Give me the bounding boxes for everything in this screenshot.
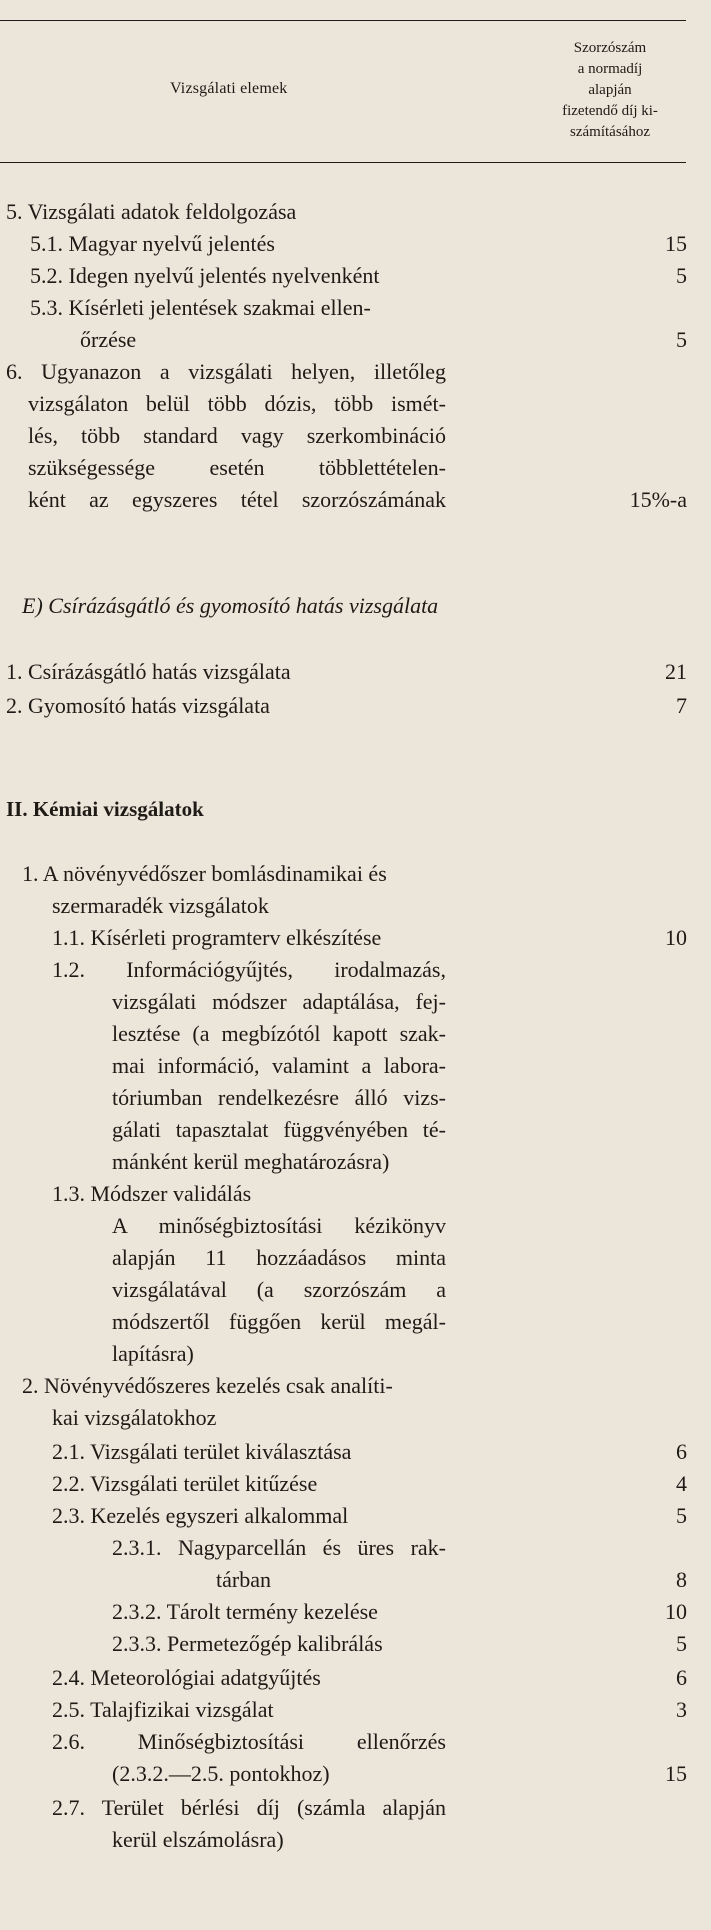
item-1-2: 1.2. Információgyűjtés, irodalmazás, [52,957,446,982]
item-6-cont: szükségessége esetén többlettételen- [28,455,446,480]
top-rule [0,20,686,21]
header-line: számításához [570,124,650,140]
value-e-2: 7 [676,693,687,718]
value-e-1: 21 [665,659,687,684]
item-1-1: 1.1. Kísérleti programterv elkészítése [52,925,382,950]
item-1-2-cont: tóriumban rendelkezésre álló vizs- [112,1085,446,1110]
value-2-3: 5 [676,1503,687,1528]
header-line: fizetendő díj ki- [562,103,658,119]
header-line: Szorzószám [573,40,647,56]
item-e-2: 2. Gyomosító hatás vizsgálata [6,693,270,718]
item-e-1: 1. Csírázásgátló hatás vizsgálata [6,659,291,684]
item-2-6-cont: (2.3.2.—2.5. pontokhoz) [112,1761,330,1786]
value-6: 15%-a [629,487,687,512]
item-1-3-cont: alapján 11 hozzáadásos minta [112,1245,446,1270]
value-5-1: 15 [665,231,687,256]
item-1-3-cont: A minőségbiztosítási kézikönyv [112,1213,446,1238]
item-6-cont: lés, több standard vagy szerkombináció [28,423,446,448]
item-1-2-cont: mai információ, valamint a labora- [112,1053,446,1078]
item-6-cont: vizsgálaton belül több dózis, több ismét- [28,391,446,416]
item-1-3-cont: módszertől függően kerül megál- [112,1309,446,1334]
value-2-2: 4 [676,1471,687,1496]
value-2-6: 15 [665,1761,687,1786]
item-ii-2: 2. Növényvédőszeres kezelés csak analíti- [22,1373,393,1398]
value-2-3-3: 5 [676,1631,687,1656]
item-2-4: 2.4. Meteorológiai adatgyűjtés [52,1665,321,1690]
value-2-5: 3 [676,1697,687,1722]
item-ii-1: 1. A növényvédőszer bomlásdinamikai és [22,861,387,886]
item-2-2: 2.2. Vizsgálati terület kitűzése [52,1471,318,1496]
section-e-heading: E) Csírázásgátló és gyomosító hatás vizsgálata [22,593,439,618]
item-1-3-cont: vizsgálatával (a szorzószám a [112,1277,446,1302]
column-header-elemek: Vizsgálati elemek [170,80,288,97]
item-2-3: 2.3. Kezelés egyszeri alkalommal [52,1503,349,1528]
item-2-5: 2.5. Talajfizikai vizsgálat [52,1697,274,1722]
item-ii-2-cont: kai vizsgálatokhoz [52,1405,217,1430]
value-2-3-2: 10 [665,1599,687,1624]
item-ii-1-cont: szermaradék vizsgálatok [52,893,269,918]
item-1-2-cont: mánként kerül meghatározásra) [112,1149,390,1174]
item-5-1: 5.1. Magyar nyelvű jelentés [30,231,275,256]
item-1-2-cont: vizsgálati módszer adaptálása, fej- [112,989,446,1014]
item-2-1: 2.1. Vizsgálati terület kiválasztása [52,1439,352,1464]
item-5-3-cont: őrzése [80,327,137,352]
item-2-3-2: 2.3.2. Tárolt termény kezelése [112,1599,378,1624]
item-1-3-cont: lapításra) [112,1341,194,1366]
item-1-3: 1.3. Módszer validálás [52,1181,252,1206]
item-6-cont: ként az egyszeres tétel szorzószámának [28,487,446,512]
column-header-szorzoszam [520,38,700,143]
value-5-2: 5 [676,263,687,288]
item-5-3: 5.3. Kísérleti jelentések szakmai ellen- [30,295,371,320]
item-2-3-3: 2.3.3. Permetezőgép kalibrálás [112,1631,383,1656]
value-5-3: 5 [676,327,687,352]
value-2-1: 6 [676,1439,687,1464]
item-2-7-cont: kerül elszámolásra) [112,1827,284,1852]
item-2-3-1: 2.3.1. Nagyparcellán és üres rak- [112,1535,446,1560]
value-1-1: 10 [665,925,687,950]
item-6: 6. Ugyanazon a vizsgálati helyen, illetőleg [6,359,446,384]
item-2-6: 2.6. Minőségbiztosítási ellenőrzés [52,1729,446,1754]
header-rule [0,162,686,163]
section-ii-heading: II. Kémiai vizsgálatok [6,797,204,821]
item-1-2-cont: lesztése (a megbízótól kapott szak- [112,1021,446,1046]
item-2-3-1-cont: tárban [216,1567,271,1592]
item-1-2-cont: gálati tapasztalat függvényében té- [112,1117,446,1142]
item-5: 5. Vizsgálati adatok feldolgozása [6,199,297,224]
header-line: a normadíj [577,61,643,77]
value-2-3-1: 8 [676,1567,687,1592]
value-2-4: 6 [676,1665,687,1690]
item-5-2: 5.2. Idegen nyelvű jelentés nyelvenként [30,263,380,288]
item-2-7: 2.7. Terület bérlési díj (számla alapján [52,1795,446,1820]
header-line: alapján [588,82,632,98]
